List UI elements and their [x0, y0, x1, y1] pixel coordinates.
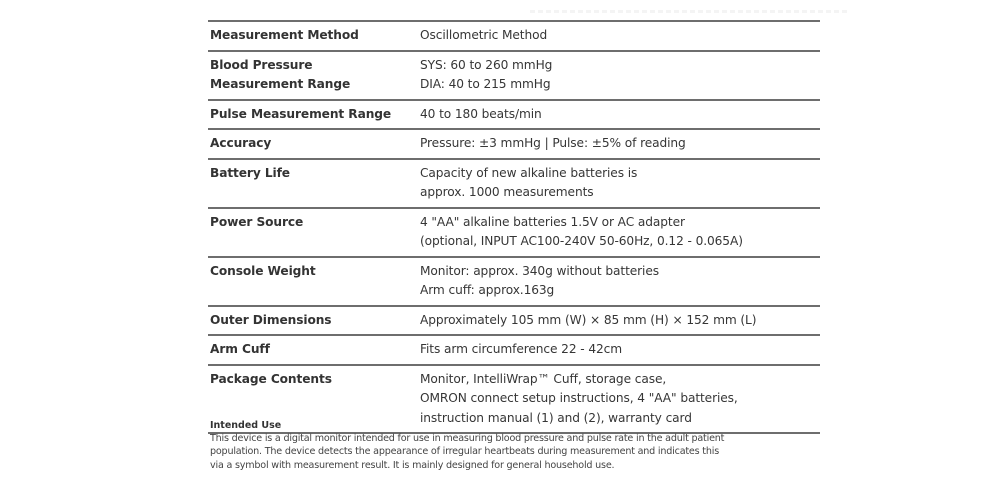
intended-use-line: via a symbol with measurement result. It is mainly designed for general household use.: [210, 459, 615, 471]
spec-row-outer-dimensions: [208, 306, 820, 336]
spec-value-text: Monitor: approx. 340g without batteries: [420, 263, 659, 278]
spec-value-text: OMRON connect setup instructions, 4 "AA" batteries,: [420, 391, 738, 405]
spec-value-text: Arm cuff: approx.163g: [420, 283, 555, 297]
spec-value-text: 40 to 180 beats/min: [420, 106, 542, 121]
spec-value-text: instruction manual (1) and (2), warranty card: [420, 410, 692, 425]
spec-label: [208, 100, 418, 130]
cropped-heading-remnant: [530, 10, 850, 13]
spec-row-measurement-method: [208, 21, 820, 51]
spec-row-battery-life: [208, 159, 820, 208]
spec-value: [418, 208, 820, 257]
spec-value-text: approx. 1000 measurements: [420, 185, 594, 199]
spec-label-text: Outer Dimensions: [210, 312, 332, 327]
spec-row-console-weight: [208, 257, 820, 306]
spec-value-text: SYS: 60 to 260 mmHg: [420, 57, 553, 72]
spec-value: [418, 257, 820, 306]
spec-label: [208, 208, 418, 257]
spec-label: [208, 51, 418, 100]
intended-use-body: [210, 432, 810, 472]
intended-use-heading: Intended Use: [210, 420, 282, 431]
spec-label-text: Power Source: [210, 214, 304, 229]
spec-value-text: 4 "AA" alkaline batteries 1.5V or AC adapter: [420, 214, 685, 229]
spec-label-text: Blood Pressure: [210, 57, 313, 72]
spec-label-text: Measurement Range: [210, 77, 351, 91]
spec-value-text: Pressure: ±3 mmHg | Pulse: ±5% of reading: [420, 136, 686, 150]
spec-value: [418, 159, 820, 208]
spec-value-text: DIA: 40 to 215 mmHg: [420, 77, 551, 91]
spec-label: [208, 129, 418, 159]
spec-value-text: Oscillometric Method: [420, 28, 548, 42]
spec-row-power-source: [208, 208, 820, 257]
spec-row-pulse-range: [208, 100, 820, 130]
intended-use-section: [210, 419, 810, 472]
intended-use-line: This device is a digital monitor intended for use in measuring blood pressure and pulse rate in the adult patient: [210, 433, 725, 444]
spec-label: [208, 306, 418, 336]
spec-value: [418, 51, 820, 100]
spec-value: [418, 129, 820, 159]
intended-use-line: population. The device detects the appearance of irregular heartbeats during measurement and indicates this: [210, 446, 719, 458]
spec-value-text: Fits arm circumference 22 - 42cm: [420, 342, 623, 356]
spec-label-text: Console Weight: [210, 263, 316, 278]
spec-row-bp-range: [208, 51, 820, 100]
spec-label-text: Arm Cuff: [210, 342, 270, 356]
spec-label-text: Pulse Measurement Range: [210, 106, 392, 121]
spec-label-text: Package Contents: [210, 371, 332, 386]
spec-value: [418, 335, 820, 365]
spec-value-text: Approximately 105 mm (W) × 85 mm (H) × 152 mm (L): [420, 312, 757, 327]
spec-value-text: Monitor, IntelliWrap™ Cuff, storage case,: [420, 371, 667, 386]
spec-label: [208, 21, 418, 51]
spec-label-text: Accuracy: [210, 136, 272, 150]
spec-value: [418, 21, 820, 51]
spec-value-text: (optional, INPUT AC100-240V 50-60Hz, 0.12 - 0.065A): [420, 234, 743, 248]
spec-label: [208, 335, 418, 365]
spec-row-accuracy: [208, 129, 820, 159]
spec-label-text: Battery Life: [210, 165, 290, 180]
spec-label: [208, 159, 418, 208]
spec-row-arm-cuff: [208, 335, 820, 365]
spec-value: [418, 306, 820, 336]
spec-value-text: Capacity of new alkaline batteries is: [420, 165, 638, 180]
spec-label-text: Measurement Method: [210, 28, 359, 42]
specifications-table: [208, 20, 820, 434]
spec-value: [418, 100, 820, 130]
spec-label: [208, 257, 418, 306]
